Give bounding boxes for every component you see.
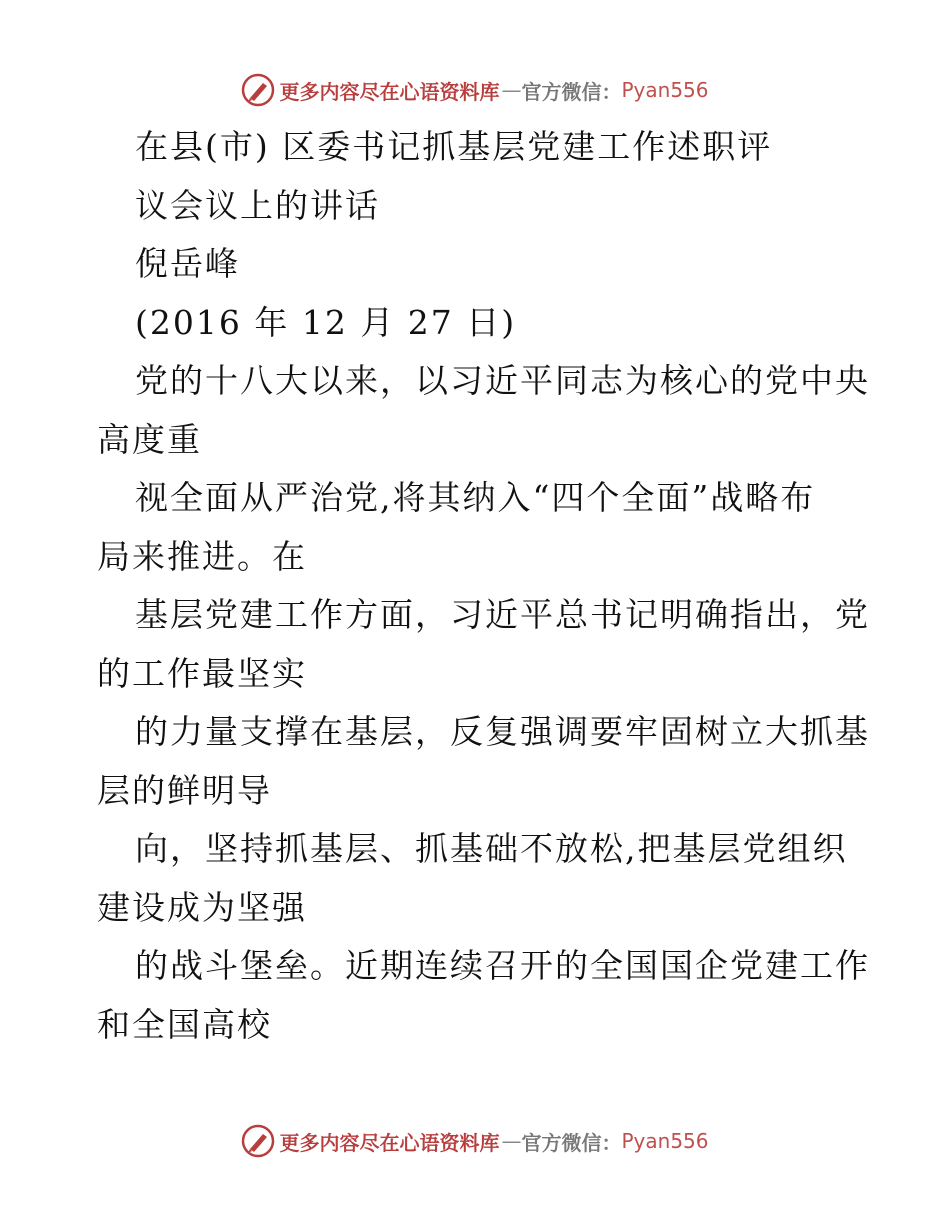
watermark-wechat-label: 官方微信： — [521, 1130, 622, 1155]
body-line: 建设成为坚强 — [97, 887, 307, 927]
document-body — [97, 118, 870, 1054]
watermark-main-text: 更多内容尽在心语资料库 — [279, 1130, 500, 1155]
body-line: 和全国高校 — [97, 1004, 272, 1044]
footer-watermark — [0, 1121, 950, 1161]
watermark-wechat-id: Pyan556 — [621, 1129, 709, 1153]
document-title-line-2: 议会议上的讲话 — [135, 185, 380, 225]
document-date: (2016 年 12 月 27 日) — [135, 302, 517, 342]
document-title-line-1: 在县(市) 区委书记抓基层党建工作述职评 — [135, 127, 773, 166]
watermark-wechat-id: Pyan556 — [621, 78, 709, 102]
pen-logo-icon — [241, 1124, 275, 1158]
body-line: 向，坚持抓基层、抓基础不放松,把基层党组织 — [135, 829, 848, 868]
watermark-dash: — — [501, 1129, 520, 1153]
watermark-wechat-label: 官方微信： — [521, 79, 622, 104]
header-watermark — [0, 70, 950, 110]
body-line: 局来推进。在 — [97, 536, 307, 576]
body-line: 的战斗堡垒。近期连续召开的全国国企党建工作 — [135, 946, 870, 985]
body-line: 层的鲜明导 — [97, 770, 272, 810]
body-line: 的力量支撑在基层，反复强调要牢固树立大抓基 — [135, 712, 870, 751]
watermark-main-text: 更多内容尽在心语资料库 — [279, 79, 500, 104]
document-author: 倪岳峰 — [135, 244, 240, 283]
pen-logo-icon — [241, 73, 275, 107]
body-line: 基层党建工作方面，习近平总书记明确指出，党 — [135, 595, 870, 634]
body-line: 的工作最坚实 — [97, 653, 307, 693]
body-line: 视全面从严治党,将其纳入“四个全面”战略布 — [135, 478, 816, 517]
body-line: 党的十八大以来，以习近平同志为核心的党中央 — [135, 361, 870, 400]
watermark-dash: — — [501, 78, 520, 102]
body-line: 高度重 — [97, 419, 202, 459]
